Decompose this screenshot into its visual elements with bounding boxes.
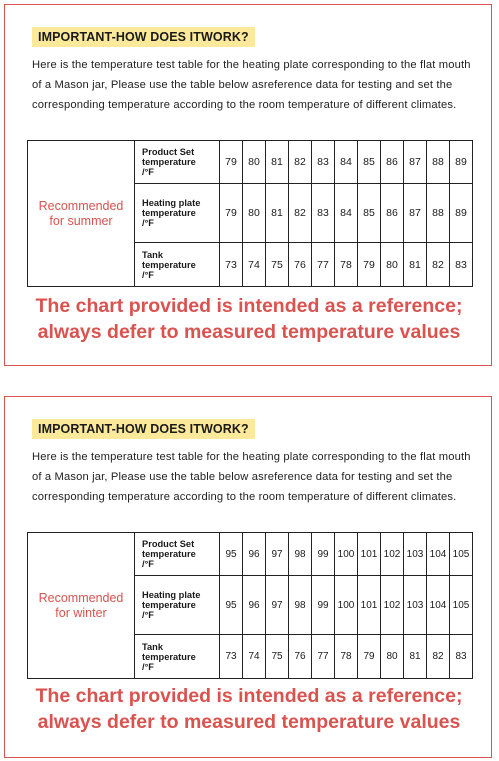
table-cell: 79: [220, 141, 243, 184]
table-cell: 82: [427, 635, 450, 679]
reference-disclaimer: [13, 293, 485, 345]
table-cell: 73: [220, 243, 243, 287]
table-cell: 87: [404, 141, 427, 184]
reference-disclaimer: [13, 683, 485, 735]
table-cell: 80: [243, 184, 266, 243]
intro-paragraph: Here is the temperature test table for the heating plate corresponding to the flat mouth of a Mason jar, Please use the table below asreference data for testing and set the corresponding temperature according to the room temperature of different climates.: [32, 59, 471, 111]
table-cell: 81: [404, 243, 427, 287]
row-label-tank: [135, 635, 220, 679]
row-label-tank: [135, 243, 220, 287]
table-cell: 88: [427, 184, 450, 243]
table-cell: 80: [381, 635, 404, 679]
row-label-text: Product Set: [142, 147, 195, 157]
table-cell: 85: [358, 184, 381, 243]
row-label-heating-plate: [135, 576, 220, 635]
table-cell: 99: [312, 576, 335, 635]
table-cell: 80: [381, 243, 404, 287]
row-label-text: temperature: [142, 157, 196, 167]
table-cell: 83: [312, 141, 335, 184]
table-cell: 81: [404, 635, 427, 679]
table-cell: 104: [427, 533, 450, 576]
table-cell: 103: [404, 533, 427, 576]
table-cell: 86: [381, 184, 404, 243]
table-cell: 82: [427, 243, 450, 287]
table-cell: 100: [335, 533, 358, 576]
row-label-product-set: [135, 141, 220, 184]
table-cell: 82: [289, 141, 312, 184]
row-label-text: Tank: [142, 641, 164, 652]
disclaimer-line1: The chart provided is intended as a reference;: [35, 685, 463, 707]
temperature-table: [27, 140, 473, 287]
table-cell: 74: [243, 635, 266, 679]
panel-heading: IMPORTANT-HOW DOES ITWORK?: [32, 419, 255, 439]
row-label-unit: /°F: [142, 559, 154, 569]
table-cell: 105: [450, 576, 473, 635]
season-label-line1: Recommended: [38, 198, 124, 213]
table-cell: 82: [289, 184, 312, 243]
table-cell: 76: [289, 243, 312, 287]
table-cell: 101: [358, 533, 381, 576]
table-row: [28, 533, 473, 576]
table-cell: 81: [266, 184, 289, 243]
panel-heading: IMPORTANT-HOW DOES ITWORK?: [32, 27, 255, 47]
disclaimer-line2: always defer to measured temperature values: [37, 711, 461, 733]
row-label-heating-plate: [135, 184, 220, 243]
table-cell: 97: [266, 576, 289, 635]
row-label-text: Heating plate: [142, 198, 201, 208]
table-cell: 96: [243, 533, 266, 576]
table-cell: 99: [312, 533, 335, 576]
table-cell: 79: [220, 184, 243, 243]
table-cell: 102: [381, 533, 404, 576]
table-cell: 79: [358, 243, 381, 287]
table-cell: 104: [427, 576, 450, 635]
table-cell: 87: [404, 184, 427, 243]
table-cell: 101: [358, 576, 381, 635]
table-cell: 95: [220, 576, 243, 635]
winter-info-panel: [4, 396, 492, 758]
season-label-line2: for winter: [55, 605, 107, 620]
table-cell: 97: [266, 533, 289, 576]
row-label-text: temperature: [142, 549, 196, 559]
row-label-text: Heating plate: [142, 590, 201, 600]
table-cell: 77: [312, 635, 335, 679]
disclaimer-line1: The chart provided is intended as a reference;: [35, 295, 463, 317]
table-cell: 95: [220, 533, 243, 576]
temperature-table: [27, 532, 473, 679]
table-cell: 85: [358, 141, 381, 184]
row-label-text: temperature: [142, 208, 196, 218]
table-cell: 83: [312, 184, 335, 243]
table-cell: 83: [450, 243, 473, 287]
row-label-unit: /°F: [142, 167, 154, 177]
season-label-line2: for summer: [49, 213, 113, 228]
season-cell: [28, 141, 135, 287]
row-label-text: temperature: [142, 259, 196, 270]
table-cell: 84: [335, 184, 358, 243]
row-label-text: Product Set: [142, 539, 195, 549]
table-cell: 76: [289, 635, 312, 679]
row-label-unit: /°F: [142, 610, 154, 620]
table-cell: 88: [427, 141, 450, 184]
table-cell: 96: [243, 576, 266, 635]
table-cell: 83: [450, 635, 473, 679]
table-cell: 89: [450, 184, 473, 243]
table-cell: 73: [220, 635, 243, 679]
table-row: [28, 141, 473, 184]
table-cell: 98: [289, 533, 312, 576]
table-cell: 103: [404, 576, 427, 635]
table-cell: 78: [335, 243, 358, 287]
row-label-unit: /°F: [142, 661, 154, 672]
row-label-unit: /°F: [142, 269, 154, 280]
season-label-line1: Recommended: [38, 590, 124, 605]
table-cell: 102: [381, 576, 404, 635]
table-cell: 98: [289, 576, 312, 635]
table-cell: 80: [243, 141, 266, 184]
disclaimer-line2: always defer to measured temperature values: [37, 321, 461, 343]
table-cell: 100: [335, 576, 358, 635]
row-label-text: temperature: [142, 651, 196, 662]
row-label-unit: /°F: [142, 218, 154, 228]
season-cell: [28, 533, 135, 679]
row-label-product-set: [135, 533, 220, 576]
table-cell: 86: [381, 141, 404, 184]
table-cell: 105: [450, 533, 473, 576]
table-cell: 84: [335, 141, 358, 184]
row-label-text: temperature: [142, 600, 196, 610]
table-cell: 81: [266, 141, 289, 184]
table-cell: 77: [312, 243, 335, 287]
table-cell: 74: [243, 243, 266, 287]
intro-paragraph: Here is the temperature test table for the heating plate corresponding to the flat mouth of a Mason jar, Please use the table below asreference data for testing and set the corresponding temperature according to the room temperature of different climates.: [32, 451, 471, 503]
summer-info-panel: [4, 4, 492, 366]
table-cell: 79: [358, 635, 381, 679]
row-label-text: Tank: [142, 249, 164, 260]
table-cell: 89: [450, 141, 473, 184]
table-cell: 75: [266, 243, 289, 287]
table-cell: 78: [335, 635, 358, 679]
table-cell: 75: [266, 635, 289, 679]
